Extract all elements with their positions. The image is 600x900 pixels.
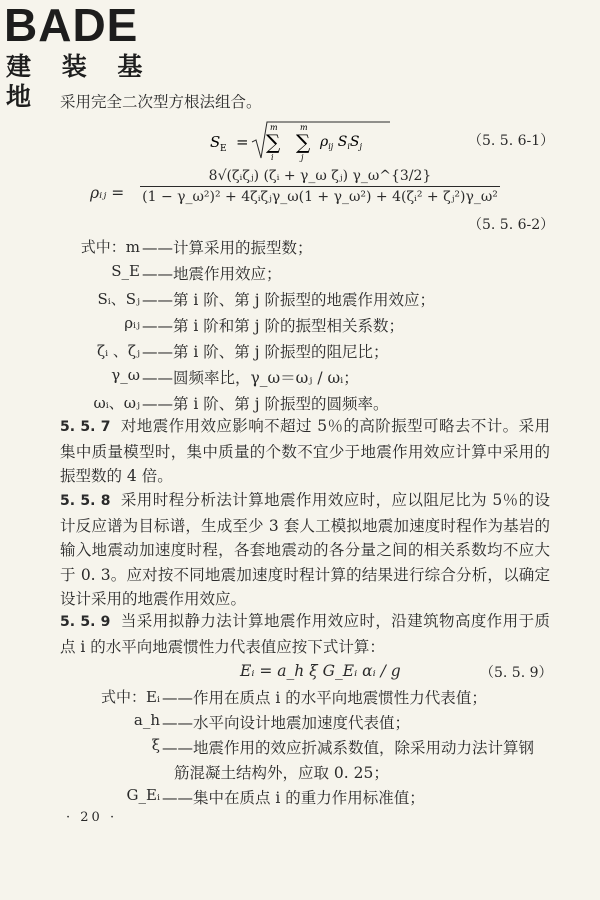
eq2-denominator: (1 − γ_ω²)² + 4ζᵢζⱼγ_ω(1 + γ_ω²) + 4(ζᵢ² + ζⱼ²)γ_ω² [142,189,498,205]
def2-4-desc: ——集中在质点 i 的重力作用标准值； [162,789,425,807]
section-5-5-8-text: 采用时程分析法计算地震作用效应时，应以阻尼比为 5％的设计反应谱为目标谱，生成至少 3 套人工模拟地震加速度时程作为基岩的输入地震动加速度时程，各套地震动的各分量之间的相关系数均不应大于 0. 3。应对按不同地震加速度时程计算的结果进行综合分析，以确定设计采用的地震作用效应。 [60,491,550,608]
eq1-summand: $\rho_{ij}$ $S_iS_j$ [320,134,362,151]
def3-desc: ——第 i 阶、第 j 阶振型的地震作用效应； [142,291,435,309]
section-5-5-8-number: 5. 5. 8 [60,493,111,509]
section-5-5-9-number: 5. 5. 9 [60,614,111,630]
eq2-fraction-bar [140,186,500,187]
def5-desc: ——第 i 阶、第 j 阶振型的阻尼比； [142,343,389,361]
def2-1-desc: ——作用在质点 i 的水平向地震惯性力代表值； [162,689,487,707]
eq1-lhs: S [210,133,221,151]
def2-1-term: 式中：Eᵢ [101,688,160,706]
def2-2-desc: ——水平向设计地震加速度代表值； [162,714,411,732]
section-5-5-9-text: 当采用拟静力法计算地震作用效应时，沿建筑物高度作用于质点 i 的水平向地震惯性力代表值应按下式计算： [60,612,550,656]
eq1-lhs-sub: E [220,144,227,154]
equation-1-graphic [200,116,400,164]
def4-desc: ——第 i 阶和第 j 阶的振型相关系数； [142,317,404,335]
logo-word: BADE [4,0,139,51]
def3-term: Sᵢ、Sⱼ [97,290,140,308]
def2-desc: ——地震作用效应； [142,265,282,283]
eq1-sum-bottom-j: j [301,153,304,162]
def2-4-term: G_Eᵢ [126,786,160,804]
section-5-5-8 [60,488,550,612]
eq1-equals: = [236,133,249,151]
intro-text: 采用完全二次型方根法组合。 [60,93,262,111]
eq1-sum-i: ∑ [266,130,281,154]
def7-term: ωᵢ、ωⱼ [93,394,140,412]
def6-desc: ——圆频率比，γ_ω＝ωⱼ / ωᵢ； [142,369,359,387]
def2-3-desc-cont: 筋混凝土结构外，应取 0. 25； [174,764,389,782]
eq1-sum-top-i: m [270,123,278,132]
def2-3-desc: ——地震作用的效应折减系数值，除采用动力法计算钢 [162,739,535,757]
def2-3-term: ξ [151,736,160,754]
eq1-number: （5. 5. 6-1） [468,133,555,149]
eq3-formula: Eᵢ = a_h ξ G_Eᵢ αᵢ / g [240,662,401,680]
def7-desc: ——第 i 阶、第 j 阶振型的圆频率。 [142,395,389,413]
section-5-5-7-text: 对地震作用效应影响不超过 5％的高阶振型可略去不计。采用集中质量模型时，集中质量的个数不宜少于地震作用效应计算中采用的振型数的 4 倍。 [60,417,550,485]
eq1-sum-top-j: m [300,123,308,132]
section-5-5-7 [60,414,550,489]
eq2-numerator: 8√(ζᵢζⱼ) (ζᵢ + γ_ω ζⱼ) γ_ω^{3/2} [208,168,432,184]
page-number: · 20 · [66,810,118,825]
def6-term: γ_ω [111,366,140,384]
def1-term: 式中：m [80,238,140,256]
eq1-sum-j: ∑ [296,130,311,154]
logo-subtitle: 建 装 基 地 [6,52,154,111]
def2-term: S_E [111,262,140,280]
section-5-5-9 [60,609,550,659]
eq2-number: （5. 5. 6-2） [468,217,555,233]
eq2-fraction [140,168,500,205]
section-5-5-7-number: 5. 5. 7 [60,419,111,435]
def1-desc: ——计算采用的振型数； [142,239,313,257]
def2-2-term: a_h [133,711,160,729]
def4-term: ρᵢⱼ [124,314,140,332]
eq3-number: （5. 5. 9） [480,665,553,681]
eq1-sum-bottom-i: i [271,153,274,162]
eq2-lhs: ρᵢⱼ = [90,184,125,202]
def5-term: ζᵢ 、ζⱼ [96,342,140,360]
